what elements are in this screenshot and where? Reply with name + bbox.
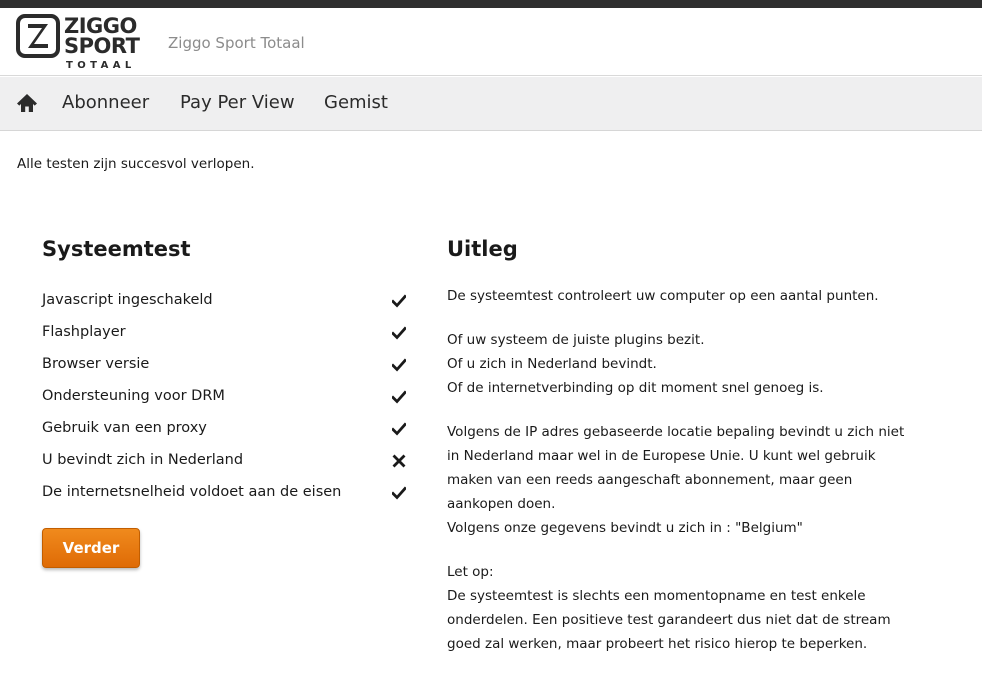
test-row xyxy=(42,420,410,444)
nav-item-abonneer[interactable]: Abonneer xyxy=(62,92,150,113)
main-nav xyxy=(0,77,982,131)
explanation-line: maken van een reeds aangeschaft abonnement, maar geen xyxy=(447,472,853,488)
test-label: Gebruik van een proxy xyxy=(42,420,207,436)
check-icon xyxy=(392,486,406,500)
logo-z-icon xyxy=(27,22,49,50)
explanation-line: De systeemtest is slechts een momentopname en test enkele xyxy=(447,588,866,604)
test-label: Browser versie xyxy=(42,356,150,372)
test-row xyxy=(42,292,410,316)
logo-z-mark xyxy=(16,14,60,58)
logo-word-totaal: TOTAAL xyxy=(66,60,136,71)
top-bar xyxy=(0,0,982,8)
test-label: Ondersteuning voor DRM xyxy=(42,388,225,404)
check-icon xyxy=(392,390,406,404)
test-row xyxy=(42,388,410,412)
site-header xyxy=(0,8,982,76)
explanation-line: De systeemtest controleert uw computer op een aantal punten. xyxy=(447,288,879,304)
test-row xyxy=(42,452,410,476)
nav-item-pay-per-view[interactable]: Pay Per View xyxy=(180,92,295,113)
ziggo-sport-totaal-logo[interactable] xyxy=(16,14,140,72)
explanation-line: aankopen doen. xyxy=(447,496,556,512)
explanation-line: Of u zich in Nederland bevindt. xyxy=(447,356,657,372)
site-title: Ziggo Sport Totaal xyxy=(168,34,305,52)
nav-home-button[interactable] xyxy=(16,93,38,113)
explanation-line: goed zal werken, maar probeert het risico hierop te beperken. xyxy=(447,636,868,652)
systemtest-title: Systeemtest xyxy=(42,237,191,261)
logo-word-ziggo: ZIGGO xyxy=(64,14,137,38)
explanation-line: Volgens de IP adres gebaseerde locatie bepaling bevindt u zich niet xyxy=(447,424,905,440)
test-label: De internetsnelheid voldoet aan de eisen xyxy=(42,484,342,500)
logo-word-sport: SPORT xyxy=(64,34,140,58)
verder-button[interactable]: Verder xyxy=(42,528,140,568)
uitleg-title: Uitleg xyxy=(447,237,518,261)
test-label: Javascript ingeschakeld xyxy=(42,292,213,308)
check-icon xyxy=(392,422,406,436)
home-icon xyxy=(16,93,38,113)
explanation-line: Of uw systeem de juiste plugins bezit. xyxy=(447,332,705,348)
test-label: Flashplayer xyxy=(42,324,126,340)
check-icon xyxy=(392,326,406,340)
status-message: Alle testen zijn succesvol verlopen. xyxy=(17,156,255,172)
test-row xyxy=(42,484,410,508)
location-info: Volgens onze gegevens bevindt u zich in : "Belgium" xyxy=(447,520,803,536)
note-heading: Let op: xyxy=(447,564,494,580)
test-row xyxy=(42,356,410,380)
test-row xyxy=(42,324,410,348)
explanation-line: onderdelen. Een positieve test garandeert dus niet dat de stream xyxy=(447,612,891,628)
check-icon xyxy=(392,294,406,308)
explanation-line: Of de internetverbinding op dit moment snel genoeg is. xyxy=(447,380,824,396)
check-icon xyxy=(392,358,406,372)
test-label: U bevindt zich in Nederland xyxy=(42,452,244,468)
explanation-line: in Nederland maar wel in de Europese Unie. U kunt wel gebruik xyxy=(447,448,876,464)
nav-item-gemist[interactable]: Gemist xyxy=(324,92,388,113)
cross-icon xyxy=(392,454,406,468)
